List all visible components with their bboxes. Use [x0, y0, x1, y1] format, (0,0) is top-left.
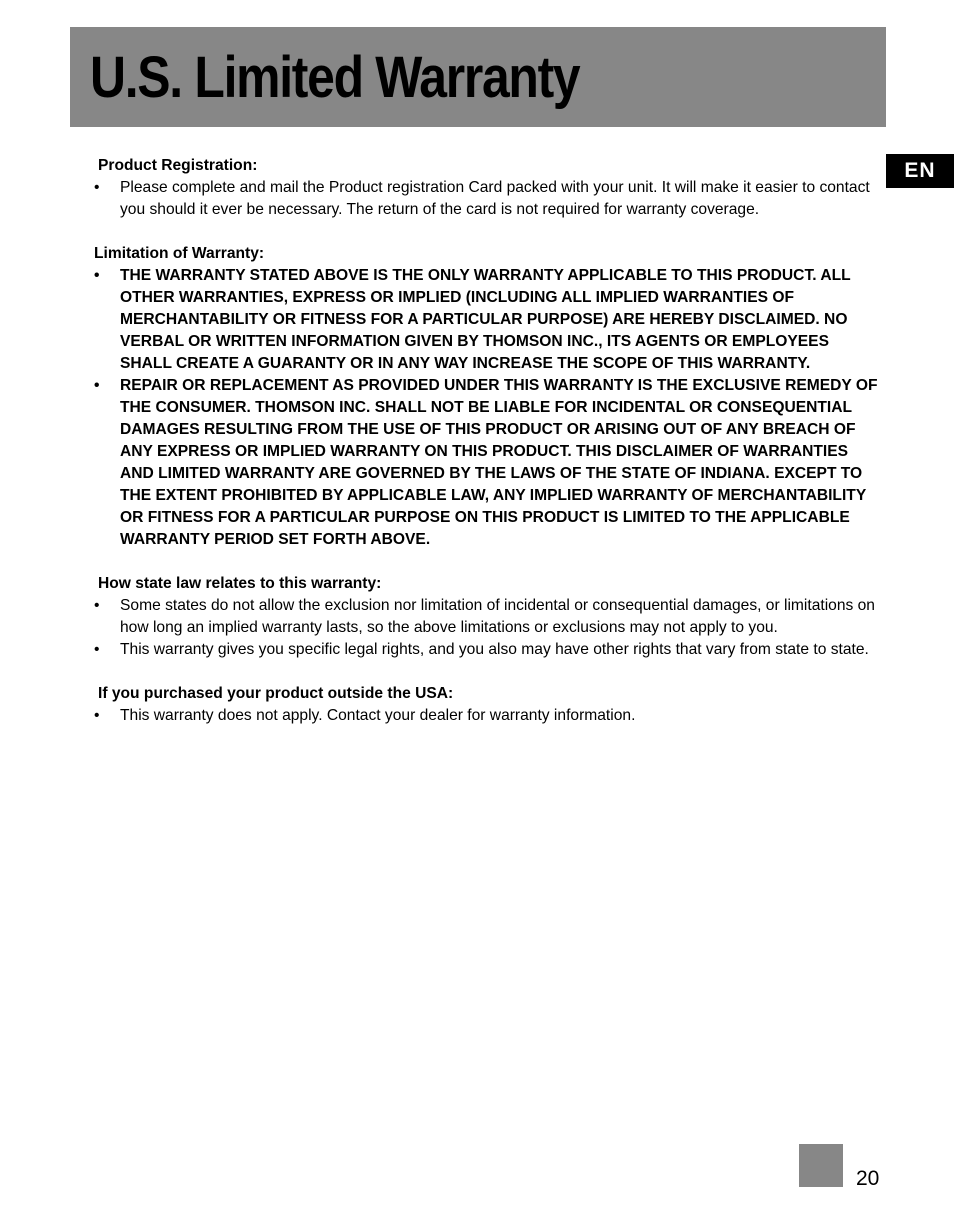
title-bar [70, 27, 886, 127]
list-item [94, 595, 884, 639]
bullet-list [94, 177, 884, 221]
bullet-list [94, 705, 884, 727]
page-number: 20 [856, 1167, 880, 1190]
section-state-law [94, 573, 884, 661]
list-item-text: This warranty does not apply. Contact your dealer for warranty information. [120, 707, 636, 724]
list-item [94, 265, 884, 375]
section-limitation-of-warranty [94, 243, 884, 551]
section-heading: If you purchased your product outside the USA: [98, 685, 454, 702]
bullet-list [94, 265, 884, 551]
language-tab: EN [886, 154, 954, 188]
section-outside-usa [94, 683, 884, 727]
list-item-text: Some states do not allow the exclusion nor limitation of incidental or consequential damages, or limitations on how long an implied warranty lasts, so the above limitations or exclusions may not apply to you. [120, 597, 875, 636]
list-item-text: This warranty gives you specific legal rights, and you also may have other rights that vary from state to state. [120, 641, 869, 658]
section-heading: How state law relates to this warranty: [98, 575, 382, 592]
section-spacer [94, 551, 884, 573]
bullet-icon: • [94, 641, 100, 658]
section-spacer [94, 661, 884, 683]
list-item-text: REPAIR OR REPLACEMENT AS PROVIDED UNDER THIS WARRANTY IS THE EXCLUSIVE REMEDY OF THE CONSUMER. THOMSON INC. SHALL NOT BE LIABLE FOR INCIDENTAL OR CONSEQUENTIAL DAMAGES RESULTING FROM THE USE OF THIS PRODUCT OR ARISING OUT OF ANY BREACH OF ANY EXPRESS OR IMPLIED WARRANTY ON THIS PRODUCT. THIS DISCLAIMER OF WARRANTIES AND LIMITED WARRANTY ARE GOVERNED BY THE LAWS OF THE STATE OF INDIANA. EXCEPT TO THE EXTENT PROHIBITED BY APPLICABLE LAW, ANY IMPLIED WARRANTY OF MERCHANTABILITY OR FITNESS FOR A PARTICULAR PURPOSE ON THIS PRODUCT IS LIMITED TO THE APPLICABLE WARRANTY PERIOD SET FORTH ABOVE. [120, 377, 878, 548]
list-item [94, 705, 884, 727]
section-heading: Product Registration: [98, 157, 258, 174]
bullet-list [94, 595, 884, 661]
section-spacer [94, 221, 884, 243]
page-title: U.S. Limited Warranty [90, 45, 580, 110]
bullet-icon: • [94, 707, 100, 724]
list-item [94, 375, 884, 551]
bullet-icon: • [94, 597, 100, 614]
section-product-registration [94, 155, 884, 221]
list-item [94, 177, 884, 221]
page-marker-box [799, 1144, 843, 1187]
bullet-icon: • [94, 179, 100, 196]
list-item [94, 639, 884, 661]
list-item-text: Please complete and mail the Product registration Card packed with your unit. It will make it easier to contact you should it ever be necessary. The return of the card is not required for warranty coverage. [120, 179, 870, 218]
list-item-text: THE WARRANTY STATED ABOVE IS THE ONLY WARRANTY APPLICABLE TO THIS PRODUCT. ALL OTHER WARRANTIES, EXPRESS OR IMPLIED (INCLUDING ALL IMPLIED WARRANTIES OF MERCHANTABILITY OR FITNESS FOR A PARTICULAR PURPOSE) ARE HEREBY DISCLAIMED. NO VERBAL OR WRITTEN INFORMATION GIVEN BY THOMSON INC., ITS AGENTS OR EMPLOYEES SHALL CREATE A GUARANTY OR IN ANY WAY INCREASE THE SCOPE OF THIS WARRANTY. [120, 267, 851, 372]
bullet-icon: • [94, 377, 100, 394]
bullet-icon: • [94, 267, 100, 284]
section-heading: Limitation of Warranty: [94, 245, 265, 262]
warranty-content [94, 155, 884, 727]
